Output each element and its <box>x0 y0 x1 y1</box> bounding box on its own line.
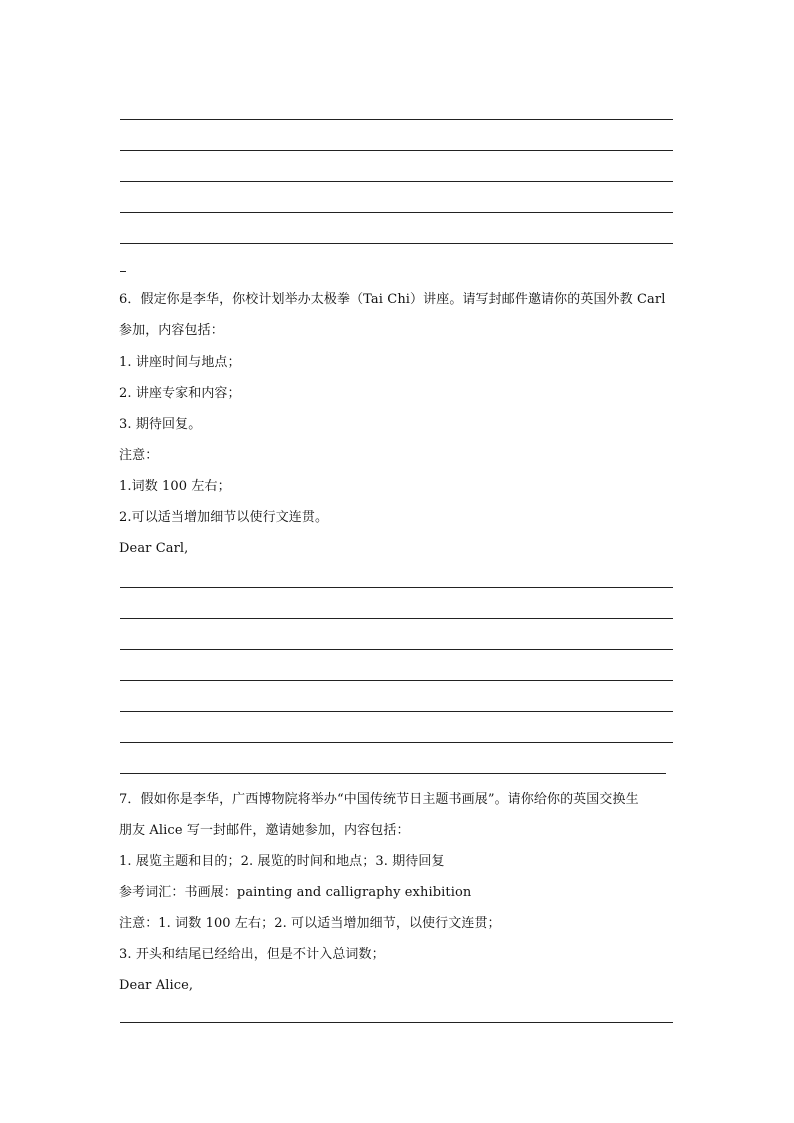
q6-salutation: Dear Carl, <box>119 541 189 556</box>
q6-title-cont: 参加，内容包括： <box>119 323 224 338</box>
q6-note-1: 1.词数 100 左右； <box>119 479 231 494</box>
answer-line <box>120 212 673 213</box>
answer-line <box>120 243 673 244</box>
answer-line <box>120 711 673 712</box>
answer-line <box>120 649 673 650</box>
answer-line <box>120 680 673 681</box>
q7-title: 7．假如你是李华，广西博物院将举办“中国传统节日主题书画展”。请你给你的英国交换生 <box>119 792 639 807</box>
q6-note-label: 注意： <box>119 448 159 463</box>
q7-salutation: Dear Alice, <box>119 978 194 993</box>
answer-line <box>120 181 673 182</box>
q6-item-2: 2. 讲座专家和内容； <box>119 386 241 401</box>
q7-title-cont: 朋友 Alice 写一封邮件，邀请她参加，内容包括： <box>119 823 410 838</box>
q6-item-1: 1. 讲座时间与地点； <box>119 355 241 370</box>
q7-items: 1. 展览主题和目的；2. 展览的时间和地点；3. 期待回复 <box>119 854 445 869</box>
answer-line <box>120 587 673 588</box>
answer-line <box>120 742 673 743</box>
answer-line <box>120 1022 673 1023</box>
q7-vocab: 参考词汇：书画展：painting and calligraphy exhibition <box>119 885 472 900</box>
underscore-mark <box>120 271 126 272</box>
answer-line <box>120 119 673 120</box>
q7-note-1: 注意：1. 词数 100 左右；2. 可以适当增加细节，以使行文连贯； <box>119 916 501 931</box>
q6-title: 6．假定你是李华，你校计划举办太极拳（Tai Chi）讲座。请写封邮件邀请你的英国外教 Carl <box>119 292 666 307</box>
q6-item-3: 3. 期待回复。 <box>119 417 202 432</box>
q6-note-2: 2.可以适当增加细节以使行文连贯。 <box>119 510 329 525</box>
answer-line <box>120 618 673 619</box>
q7-note-2: 3. 开头和结尾已经给出，但是不计入总词数； <box>119 947 385 962</box>
answer-line <box>120 150 673 151</box>
answer-line <box>120 773 666 774</box>
